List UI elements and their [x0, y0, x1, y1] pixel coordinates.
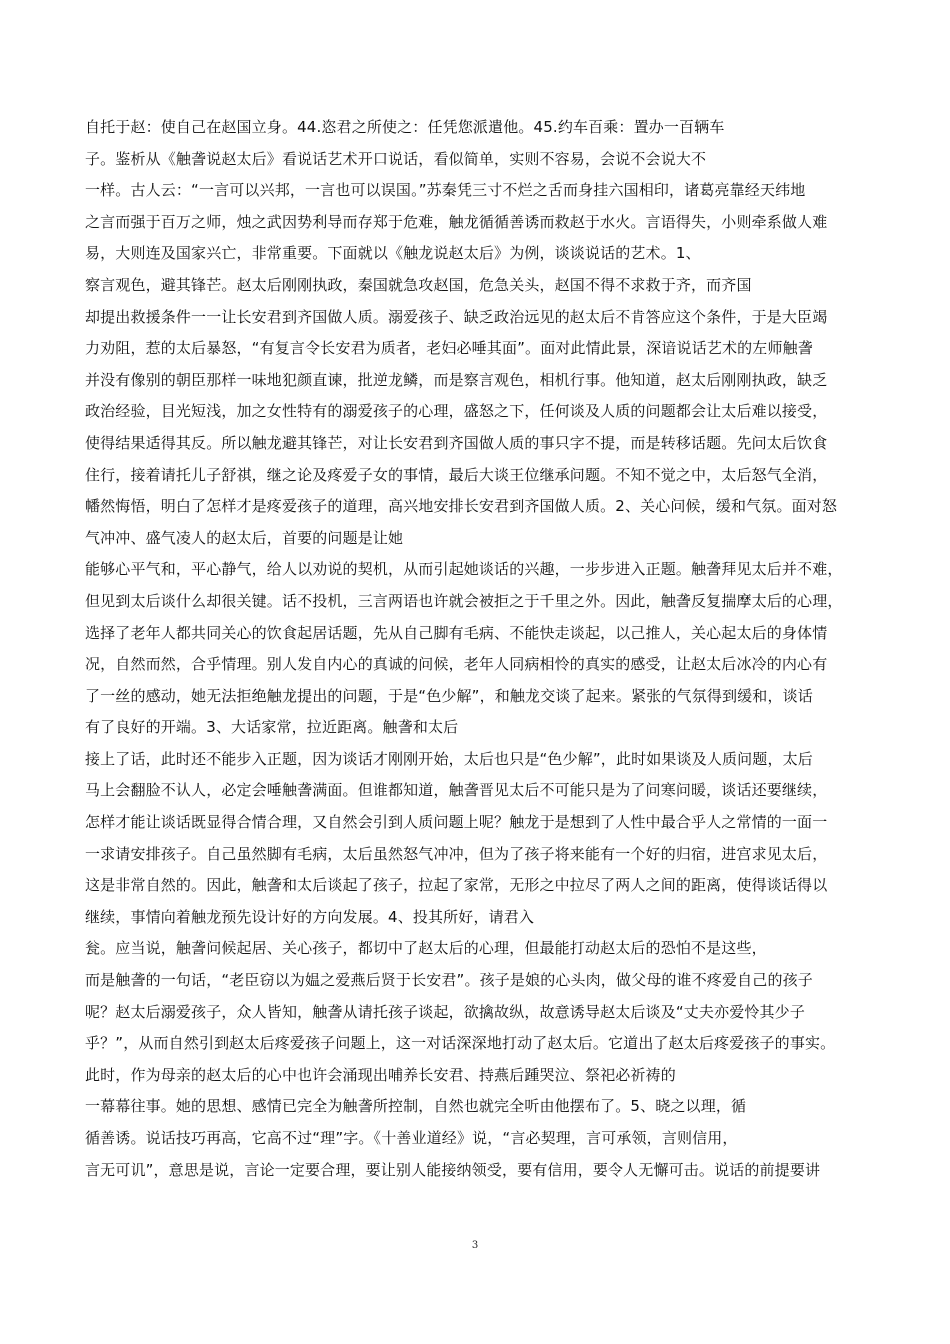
text-line: 子。鉴析从《触詟说赵太后》看说话艺术开口说话，看似简单，实则不容易，会说不会说大不 [85, 149, 707, 168]
text-line: 一求请安排孩子。自己虽然脚有毛病，太后虽然怒气冲冲，但为了孩子将来能有一个好的归宿，进宫求见太后， [85, 844, 828, 863]
text-line: 循善诱。说话技巧再高，它高不过“理”字。《十善业道经》说，“言必契理，言可承领，言则信用， [85, 1129, 738, 1147]
text-line: 能够心平气和，平心静气，给人以劝说的契机，从而引起她谈话的兴趣，一步步进入正题。触詟拜见太后并不难， [85, 560, 843, 579]
text-line: 有了良好的开端。3、大话家常，拉近距离。触詟和太后 [85, 718, 459, 737]
text-line: 但见到太后谈什么却很关键。话不投机，三言两语也许就会被拒之于千里之外。因此，触詟反复揣摩太后的心理， [85, 591, 843, 610]
page-number: 3 [471, 1240, 479, 1251]
text-line: 怎样才能让谈话既显得合情合理，又自然会引到人质问题上呢？触龙于是想到了人性中最合乎人之常情的一面一 [85, 813, 828, 832]
text-line: 而是触詟的一句话，“老臣窃以为媪之爱燕后贤于长安君”。孩子是娘的心头肉，做父母的谁不疼爱自己的孩子 [85, 971, 813, 990]
text-line: 继续，事情向着触龙预先设计好的方向发展。4、投其所好，请君入 [85, 907, 535, 926]
text-line: 接上了话，此时还不能步入正题，因为谈话才刚刚开始，太后也只是“色少解”，此时如果谈及人质问题，太后 [85, 749, 813, 768]
text-line: 这是非常自然的。因此，触詟和太后谈起了孩子，拉起了家常，无形之中拉尽了两人之间的距离，使得谈话得以 [85, 876, 828, 895]
text-line: 瓮。应当说，触詟问候起居、关心孩子，都切中了赵太后的心理，但最能打动赵太后的恐怕不是这些， [85, 939, 767, 958]
text-line: 幡然悔悟，明白了怎样才是疼爱孩子的道理，高兴地安排长安君到齐国做人质。2、关心问候，缓和气氛。面对怒 [85, 497, 838, 516]
text-line: 马上会翻脸不认人，必定会唾触詟满面。但谁都知道，触詟晋见太后不可能只是为了问寒问暖，谈话还要继续， [85, 781, 828, 800]
text-line: 了一丝的感动，她无法拒绝触龙提出的问题，于是“色少解”，和触龙交谈了起来。紧张的气氛得到缓和，谈话 [85, 686, 813, 705]
text-line: 住行，接着请托儿子舒祺，继之论及疼爱子女的事情，最后大谈王位继承问题。不知不觉之中，太后怒气全消， [85, 465, 828, 484]
text-line: 易，大则连及国家兴亡，非常重要。下面就以《触龙说赵太后》为例，谈谈说话的艺术。1、 [85, 244, 701, 263]
text-line: 气冲冲、盛气凌人的赵太后，首要的问题是让她 [85, 528, 404, 547]
text-line: 选择了老年人都共同关心的饮食起居话题，先从自己脚有毛病、不能快走谈起，以己推人，关心起太后的身体情 [85, 623, 828, 642]
text-line: 使得结果适得其反。所以触龙避其锋芒，对让长安君到齐国做人质的事只字不提，而是转移话题。先问太后饮食 [85, 433, 828, 452]
text-line: 察言观色，避其锋芒。赵太后刚刚执政，秦国就急攻赵国，危急关头，赵国不得不求救于齐，而齐国 [85, 275, 752, 294]
text-line: 一样。古人云：“一言可以兴邦，一言也可以误国。”苏秦凭三寸不烂之舌而身挂六国相印，诸葛亮靠经天纬地 [85, 181, 806, 200]
text-line: 此时，作为母亲的赵太后的心中也许会涌现出哺养长安君、持燕后踵哭泣、祭祀必祈祷的 [85, 1065, 676, 1084]
text-line: 并没有像别的朝臣那样一味地犯颜直谏，批逆龙鳞，而是察言观色，相机行事。他知道，赵太后刚刚执政，缺乏 [85, 370, 828, 389]
text-line: 一幕幕往事。她的思想、感情已完全为触詟所控制，自然也就完全听由他摆布了。5、晓之以理，循 [85, 1097, 747, 1116]
text-line: 自托于赵：使自己在赵国立身。44.恣君之所使之：任凭您派遣他。45.约车百乘：置办一百辆车 [85, 118, 725, 136]
text-line: 况，自然而然，合乎情理。别人发自内心的真诚的问候，老年人同病相怜的真实的感受，让赵太后冰冷的内心有 [85, 655, 828, 674]
text-line: 却提出救援条件一一让长安君到齐国做人质。溺爱孩子、缺乏政治远见的赵太后不肯答应这个条件，于是大臣竭 [85, 307, 828, 326]
text-line: 乎？”，从而自然引到赵太后疼爱孩子问题上，这一对话深深地打动了赵太后。它道出了赵太后疼爱孩子的事实。 [85, 1034, 836, 1053]
text-line: 之言而强于百万之师，烛之武因势利导而存郑于危难，触龙循循善诱而救赵于水火。言语得失，小则牵系做人难 [85, 212, 828, 231]
text-line: 言无可讥”，意思是说，言论一定要合理，要让别人能接纳领受，要有信用，要令人无懈可击。说话的前提要讲 [85, 1160, 821, 1179]
text-line: 力劝阻，惹的太后暴怒，“有复言令长安君为质者，老妇必唾其面”。面对此情此景，深谙说话艺术的左师触詟 [85, 339, 813, 358]
body-text [85, 112, 885, 1186]
text-line: 呢？赵太后溺爱孩子，众人皆知，触詟从请托孩子谈起，欲擒故纵，故意诱导赵太后谈及“丈夫亦爱怜其少子 [85, 1002, 805, 1021]
text-line: 政治经验，目光短浅，加之女性特有的溺爱孩子的心理，盛怒之下，任何谈及人质的问题都会让太后难以接受， [85, 402, 828, 421]
